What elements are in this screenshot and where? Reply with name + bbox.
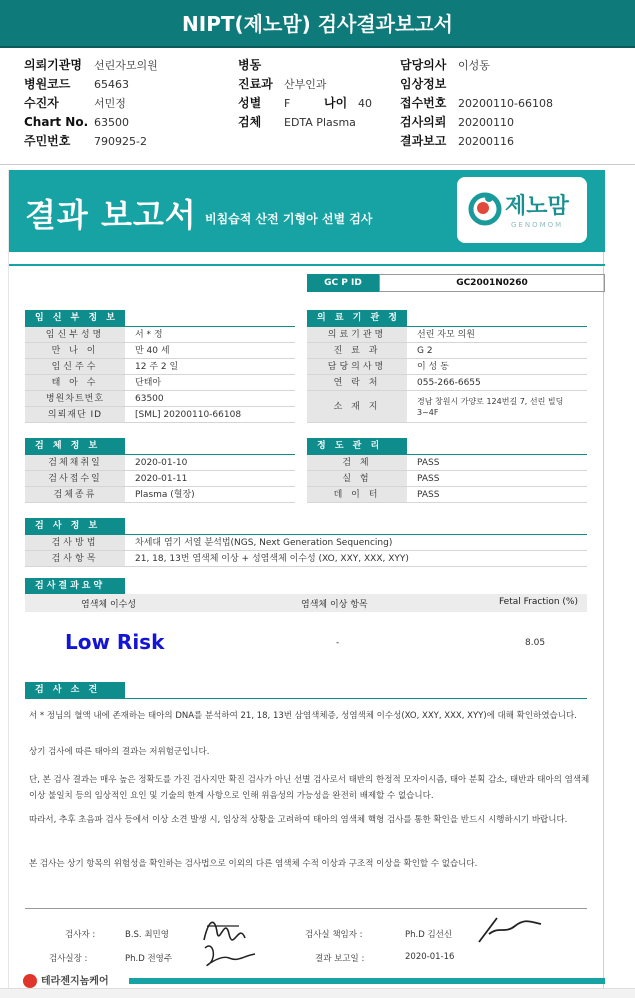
field-value: 2020-01-11	[135, 474, 188, 484]
field-value: 차세대 염기 서열 분석법(NGS, Next Generation Sequencing)	[135, 538, 393, 548]
signature-divider	[25, 908, 587, 909]
order-meta	[0, 52, 635, 162]
field-value: 단태아	[135, 378, 162, 388]
meta-label: 병원코드	[24, 77, 71, 91]
findings-paragraph: 본 검사는 상기 항목의 위험성을 확인하는 검사법으로 이외의 다른 염색체 수적 이상과 구조적 이상을 확인할 수 없습니다.	[29, 859, 478, 869]
meta-value: 서민정	[94, 97, 126, 110]
tester-name: B.S. 최민영	[125, 930, 169, 940]
field-label: 데 이 터	[307, 487, 407, 502]
abnormal-item-value: -	[336, 638, 340, 648]
meta-value: 20200110-66108	[458, 97, 553, 110]
field-value: G 2	[417, 346, 433, 356]
field-value: 만 40 세	[135, 346, 170, 356]
footer-bar	[129, 978, 605, 984]
report-date-value: 2020-01-16	[405, 952, 455, 962]
meta-value: 63500	[94, 116, 129, 129]
meta-label: Chart No.	[24, 115, 89, 129]
field-value: PASS	[417, 474, 440, 484]
findings-paragraph: 따라서, 추후 초음파 검사 등에서 이상 소견 발생 시, 임상적 상황을 고려하여 태아의 염색체 핵형 검사를 통한 확인을 반드시 시행하시기 바랍니다.	[29, 815, 568, 825]
meta-label: 검사의뢰	[400, 115, 447, 129]
manager-label: 검사실 책임자 :	[305, 930, 363, 940]
summary-col-fetal-fraction: Fetal Fraction (%)	[499, 597, 578, 607]
field-value: 21, 18, 13번 염색체 이상 + 성염색체 이수성 (XO, XXY, XXX, XYY)	[135, 554, 409, 564]
section-quality-control: 정 도 관 리	[307, 438, 407, 454]
field-label: 실 험	[307, 471, 407, 486]
field-label: 검체종류	[25, 487, 125, 502]
theragen-logo-text: 테라젠지놈케어	[41, 976, 109, 987]
field-label: 진 료 과	[307, 343, 407, 358]
result-report	[8, 170, 604, 998]
fetal-fraction-value: 8.05	[525, 638, 546, 648]
meta-label: 수진자	[24, 96, 59, 110]
section-result-summary: 검사결과요약	[25, 578, 125, 594]
field-value: 경남 창원시 가양로 124번길 7, 선린 빌딩 3~4F	[417, 397, 564, 417]
meta-value: 이성동	[458, 59, 490, 72]
report-banner	[9, 170, 605, 252]
meta-value: F	[284, 97, 291, 110]
field-label: 검 체	[307, 455, 407, 470]
tester-label: 검사자 :	[65, 930, 96, 940]
section-specimen-info: 검 체 정 보	[25, 438, 125, 454]
field-label: 만 나 이	[25, 343, 125, 358]
institution-info-table	[307, 327, 587, 423]
director-signature	[199, 940, 259, 970]
section-findings: 검 사 소 견	[25, 682, 125, 698]
specimen-info-table	[25, 455, 295, 503]
meta-value: 20200110	[458, 116, 514, 129]
field-label: 의뢰재단 ID	[25, 407, 125, 422]
summary-header-row	[25, 594, 587, 612]
field-label: 의료기관명	[307, 327, 407, 342]
test-info-table	[25, 535, 587, 567]
field-label: 담당의사명	[307, 359, 407, 374]
section-institution-info: 의 료 기 관 정	[307, 310, 407, 326]
summary-col-abnormal: 염색체 이상 항목	[301, 600, 368, 610]
section-patient-info: 임 신 부 정 보	[25, 310, 125, 326]
meta-label: 병동	[238, 58, 262, 72]
director-name: Ph.D 전영주	[125, 954, 173, 964]
report-subtitle: 비침습적 산전 기형아 선별 검사	[205, 212, 373, 226]
field-label: 임신주수	[25, 359, 125, 374]
gcp-id-label: GC P ID	[307, 274, 379, 292]
meta-value: 20200116	[458, 135, 514, 148]
meta-value: 선린자모의원	[94, 59, 158, 72]
field-label: 검사항목	[25, 551, 125, 566]
field-value: 2020-01-10	[135, 458, 188, 468]
meta-label-age: 나이	[324, 96, 348, 110]
meta-col-1	[24, 56, 158, 151]
field-value: 서 * 정	[135, 330, 163, 340]
field-label: 검사방법	[25, 535, 125, 550]
meta-col-3	[400, 56, 553, 151]
meta-label: 결과보고	[400, 134, 447, 148]
banner-underline	[9, 264, 605, 266]
genomom-logo	[457, 177, 587, 243]
findings-paragraph: 상기 검사에 따른 태아의 결과는 저위험군입니다.	[29, 747, 210, 757]
page-bottom-edge	[0, 988, 635, 998]
meta-label: 의뢰기관명	[24, 58, 82, 72]
field-value: PASS	[417, 458, 440, 468]
meta-label: 임상정보	[400, 77, 447, 91]
field-label: 임신부성명	[25, 327, 125, 342]
manager-signature	[475, 912, 545, 946]
quality-control-table	[307, 455, 587, 503]
field-label: 태 아 수	[25, 375, 125, 390]
section-line	[25, 698, 587, 699]
field-value: 63500	[135, 394, 164, 404]
meta-label: 진료과	[238, 77, 273, 91]
meta-label: 담당의사	[400, 58, 447, 72]
field-value: 055-266-6655	[417, 378, 481, 388]
logo-text: 제노맘	[505, 194, 569, 219]
patient-info-table	[25, 327, 295, 423]
meta-divider	[0, 164, 635, 165]
report-header-title: NIPT(제노맘) 검사결과보고서	[0, 0, 635, 48]
meta-label: 성별	[238, 96, 262, 110]
theragen-logo	[23, 972, 109, 988]
field-label: 연 락 처	[307, 375, 407, 390]
meta-label: 주민번호	[24, 134, 71, 148]
field-value: PASS	[417, 490, 440, 500]
logo-subtext: GENOMOM	[511, 221, 564, 229]
field-label: 소 재 지	[307, 391, 407, 422]
field-label: 검사접수일	[25, 471, 125, 486]
findings-paragraph: 단, 본 검사 결과는 매우 높은 정확도를 가진 검사지만 확진 검사가 아닌 선별 검사로서 태반의 한정적 모자이시즘, 태아 분획 감소, 태반과 태아의 염색체 이상 불일치 등의 임상적인 요인 및 기술의 한계 사항으로 인해 위음성의 가능성을 완전히 배제할 수 없습니다.	[29, 775, 590, 801]
meta-value: 790925-2	[94, 135, 147, 148]
field-label: 검체채취일	[25, 455, 125, 470]
meta-label: 검체	[238, 115, 262, 129]
gcp-id-value: GC2001N0260	[379, 274, 605, 292]
field-value: Plasma (혈장)	[135, 490, 195, 500]
field-label: 병원차트번호	[25, 391, 125, 406]
report-title: 결과 보고서	[25, 196, 197, 234]
summary-col-aneuploidy: 염색체 이수성	[81, 600, 137, 610]
meta-value: 65463	[94, 78, 129, 91]
manager-name: Ph.D 김선신	[405, 930, 453, 940]
genomom-logo-icon	[467, 191, 503, 227]
field-value: 선린 자모 의원	[417, 330, 475, 340]
meta-value: 산부인과	[284, 78, 327, 91]
section-test-info: 검 사 정 보	[25, 518, 125, 534]
meta-value: EDTA Plasma	[284, 116, 356, 129]
report-date-label: 결과 보고일 :	[315, 954, 365, 964]
field-value: [SML] 20200110-66108	[135, 410, 242, 420]
theragen-logo-icon	[23, 974, 37, 988]
meta-col-2	[238, 56, 372, 132]
field-value: 이 성 동	[417, 362, 449, 372]
field-value: 12 주 2 일	[135, 362, 179, 372]
risk-result: Low Risk	[65, 630, 165, 654]
director-label: 검사실장 :	[49, 954, 88, 964]
meta-value-age: 40	[358, 97, 372, 110]
meta-label: 접수번호	[400, 96, 447, 110]
findings-paragraph: 서 * 정님의 혈액 내에 존재하는 태아의 DNA를 분석하여 21, 18, 13번 삼염색체증, 성염색체 이수성(XO, XXY, XXX, XYY)에 대해 확인하였습니다.	[29, 711, 577, 721]
